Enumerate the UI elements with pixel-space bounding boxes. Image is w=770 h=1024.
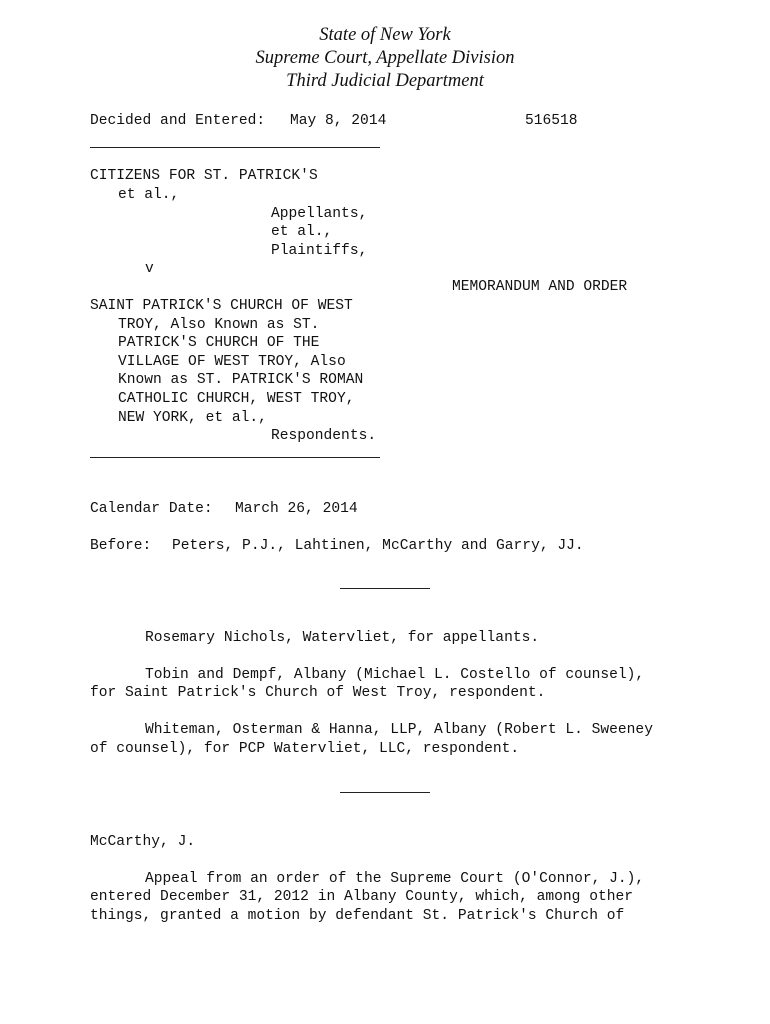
appellants-etal: et al., [118,187,180,203]
section-divider [340,792,430,793]
respondents-line: NEW YORK, et al., [118,410,267,426]
versus-mark: v [145,261,154,277]
opinion-text-line: things, granted a motion by defendant St. Patrick's Church of [90,908,625,924]
counsel-respondent-1: Tobin and Dempf, Albany (Michael L. Costello of counsel), [145,667,645,683]
counsel-respondent-1-cont: for Saint Patrick's Church of West Troy, respondent. [90,685,546,701]
caption-bottom-rule [90,457,380,458]
calendar-date: March 26, 2014 [235,501,358,517]
respondents-line: SAINT PATRICK'S CHURCH OF WEST [90,298,353,314]
opinion-author: McCarthy, J. [90,834,196,850]
plaintiffs-role: Plaintiffs, [271,243,368,259]
court-division-line: Supreme Court, Appellate Division [255,48,515,68]
opinion-text-line: entered December 31, 2012 in Albany County, which, among other [90,889,633,905]
respondents-role: Respondents. [271,428,377,444]
document-type: MEMORANDUM AND ORDER [452,279,628,295]
plaintiffs-etal: et al., [271,224,333,240]
respondents-line: TROY, Also Known as ST. [118,317,320,333]
court-name-line: State of New York [319,25,451,45]
decided-label: Decided and Entered: [90,113,266,129]
before-label: Before: [90,538,152,554]
section-divider [340,588,430,589]
counsel-appellants: Rosemary Nichols, Watervliet, for appellants. [145,630,540,646]
respondents-line: PATRICK'S CHURCH OF THE [118,335,320,351]
appellants-role: Appellants, [271,206,368,222]
counsel-respondent-2: Whiteman, Osterman & Hanna, LLP, Albany (Robert L. Sweeney [145,722,653,738]
respondents-line: VILLAGE OF WEST TROY, Also [118,354,346,370]
respondents-line: CATHOLIC CHURCH, WEST TROY, [118,391,355,407]
counsel-respondent-2-cont: of counsel), for PCP Watervliet, LLC, respondent. [90,741,520,757]
appellants-name: CITIZENS FOR ST. PATRICK'S [90,168,318,184]
opinion-text-line: Appeal from an order of the Supreme Court (O'Connor, J.), [145,871,645,887]
court-department-line: Third Judicial Department [286,71,484,91]
respondents-line: Known as ST. PATRICK'S ROMAN [118,372,364,388]
caption-top-rule [90,147,380,148]
calendar-label: Calendar Date: [90,501,213,517]
panel-judges: Peters, P.J., Lahtinen, McCarthy and Garry, JJ. [172,538,584,554]
docket-number: 516518 [525,113,578,129]
decided-date: May 8, 2014 [290,113,387,129]
